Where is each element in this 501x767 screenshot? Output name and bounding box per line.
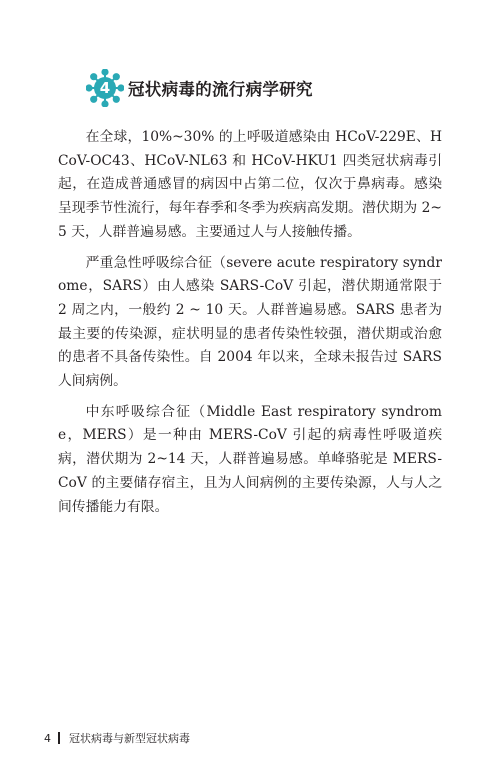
footer-divider	[58, 732, 60, 744]
virus-icon	[86, 69, 124, 107]
body-text	[58, 126, 442, 526]
paragraph-sars: 严重急性呼吸综合征（severe acute respiratory syndrome，SARS）由人感染 SARS-CoV 引起，潜伏期通常限于 2 周之内，一般约 2 ~ 10 天。人群普遍易感。SARS 患者为最主要的传染源，症状明显的患者传染性较强，潜伏期或治愈的患者不具备传染性。自 2004 年以来，全球未报告过 SARS 人间病例。	[58, 254, 442, 390]
section-number: 4	[99, 79, 111, 97]
section-heading	[86, 68, 313, 108]
section-title: 冠状病毒的流行病学研究	[128, 80, 313, 99]
page-footer	[44, 729, 190, 747]
page-number: 4	[44, 731, 51, 745]
paragraph-hcov: 在全球，10%~30% 的上呼吸道感染由 HCoV-229E、HCoV-OC43、HCoV-NL63 和 HCoV-HKU1 四类冠状病毒引起，在造成普通感冒的病因中占第二位，仅次于鼻病毒。感染呈现季节性流行，每年春季和冬季为疾病高发期。潜伏期为 2~5 天，人群普遍易感。主要通过人与人接触传播。	[58, 129, 442, 240]
book-title: 冠状病毒与新型冠状病毒	[69, 732, 190, 745]
paragraph-mers: 中东呼吸综合征（Middle East respiratory syndrome，MERS）是一种由 MERS-CoV 引起的病毒性呼吸道疾病，潜伏期为 2~14 天，人群普遍易感。单峰骆驼是 MERS-CoV 的主要储存宿主，且为人间病例的主要传染源，人与人之间传播能力有限。	[58, 403, 442, 515]
